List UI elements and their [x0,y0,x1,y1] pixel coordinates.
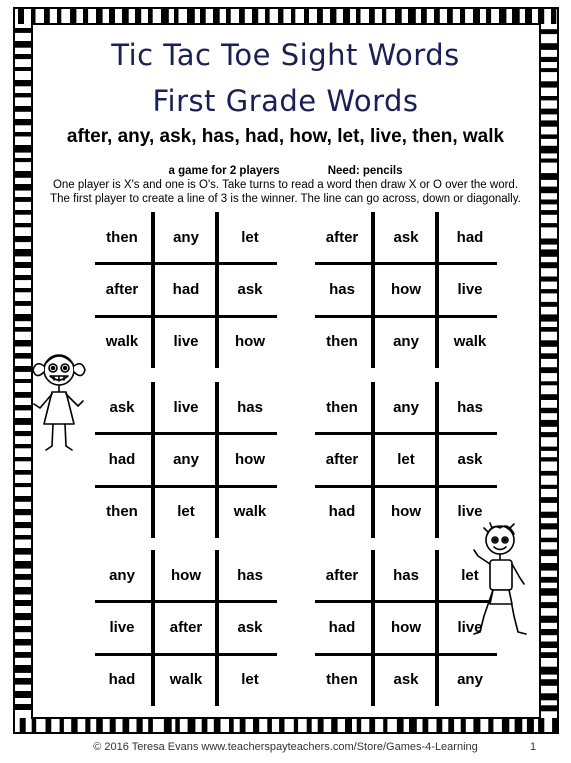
board-cell[interactable]: how [235,333,265,350]
grid-line-horizontal [95,262,277,265]
grid-line-vertical [215,550,219,706]
board-cell[interactable]: any [173,229,199,246]
board-cell[interactable]: live [457,619,483,636]
board-cell[interactable]: after [169,619,203,636]
board-cell[interactable]: how [391,619,421,636]
tic-tac-toe-board [315,212,497,368]
board-cell[interactable]: then [326,333,358,350]
copyright-footer: © 2016 Teresa Evans www.teacherspayteachers.com/Store/Games-4-Learning [93,741,478,753]
board-cell[interactable]: had [108,671,136,688]
board-cell[interactable]: any [393,333,419,350]
grid-line-vertical [151,550,155,706]
grid-line-horizontal [315,262,497,265]
board-cell[interactable]: how [391,281,421,298]
board-cell[interactable]: had [456,229,484,246]
board-cell[interactable]: ask [457,451,483,468]
grid-line-horizontal [315,653,497,656]
grid-line-horizontal [315,315,497,318]
grid-line-horizontal [315,485,497,488]
board-cell[interactable]: has [457,399,483,416]
board-cell[interactable]: has [329,281,355,298]
board-cell[interactable]: any [109,567,135,584]
grid-line-vertical [215,382,219,538]
grid-line-horizontal [315,432,497,435]
board-cell[interactable]: ask [237,281,263,298]
board-cell[interactable]: let [241,229,259,246]
grid-line-vertical [435,550,439,706]
board-cell[interactable]: walk [453,333,487,350]
board-cell[interactable]: has [393,567,419,584]
board-cell[interactable]: live [173,333,199,350]
grid-line-vertical [151,382,155,538]
need-label: Need: pencils [327,165,403,177]
board-cell[interactable]: live [457,503,483,520]
board-cell[interactable]: then [106,229,138,246]
grid-line-vertical [371,550,375,706]
grid-line-horizontal [95,432,277,435]
board-cell[interactable]: then [106,503,138,520]
tic-tac-toe-board [315,382,497,538]
board-cell[interactable]: then [326,671,358,688]
players-label: a game for 2 players [168,165,280,177]
grid-line-vertical [435,382,439,538]
boy-clipart [470,520,532,642]
grid-line-vertical [215,212,219,368]
board-cell[interactable]: then [326,399,358,416]
grid-line-vertical [435,212,439,368]
tic-tac-toe-board [95,212,277,368]
board-cell[interactable]: after [325,229,359,246]
board-cell[interactable]: walk [169,671,203,688]
board-cell[interactable]: live [457,281,483,298]
board-cell[interactable]: any [393,399,419,416]
board-cell[interactable]: ask [393,671,419,688]
board-cell[interactable]: live [173,399,199,416]
board-cell[interactable]: had [328,503,356,520]
board-cell[interactable]: had [172,281,200,298]
grid-line-vertical [151,212,155,368]
grid-line-horizontal [95,600,277,603]
board-cell[interactable]: has [237,567,263,584]
board-cell[interactable]: let [241,671,259,688]
instructions-line-1: One player is X's and one is O's. Take turns to read a word then draw X or O over the word. [52,179,519,191]
board-cell[interactable]: how [235,451,265,468]
board-cell[interactable]: let [177,503,195,520]
tic-tac-toe-board [95,550,277,706]
grid-line-horizontal [95,653,277,656]
grid-line-vertical [371,382,375,538]
board-cell[interactable]: how [391,503,421,520]
board-cell[interactable]: walk [233,503,267,520]
board-cell[interactable]: ask [237,619,263,636]
board-cell[interactable]: walk [105,333,139,350]
word-list: after, any, ask, has, had, how, let, live, then, walk [66,126,505,147]
instructions-line-2: The first player to create a line of 3 is the winner. The line can go across, down or diagonally. [50,193,521,205]
board-cell[interactable]: let [461,567,479,584]
tic-tac-toe-board [95,382,277,538]
board-cell[interactable]: any [173,451,199,468]
grid-line-horizontal [95,485,277,488]
board-cell[interactable]: how [171,567,201,584]
board-cell[interactable]: ask [109,399,135,416]
board-cell[interactable]: has [237,399,263,416]
board-cell[interactable]: after [325,567,359,584]
page-subtitle: First Grade Words [152,84,419,118]
board-cell[interactable]: any [457,671,483,688]
grid-line-horizontal [95,315,277,318]
board-cell[interactable]: had [108,451,136,468]
page-title: Tic Tac Toe Sight Words [111,38,460,72]
game-info [0,165,571,177]
board-cell[interactable]: let [397,451,415,468]
girl-clipart [28,346,90,458]
page-number: 1 [530,741,537,753]
board-cell[interactable]: after [325,451,359,468]
board-cell[interactable]: had [328,619,356,636]
board-cell[interactable]: after [105,281,139,298]
grid-line-vertical [371,212,375,368]
board-cell[interactable]: ask [393,229,419,246]
board-cell[interactable]: live [109,619,135,636]
